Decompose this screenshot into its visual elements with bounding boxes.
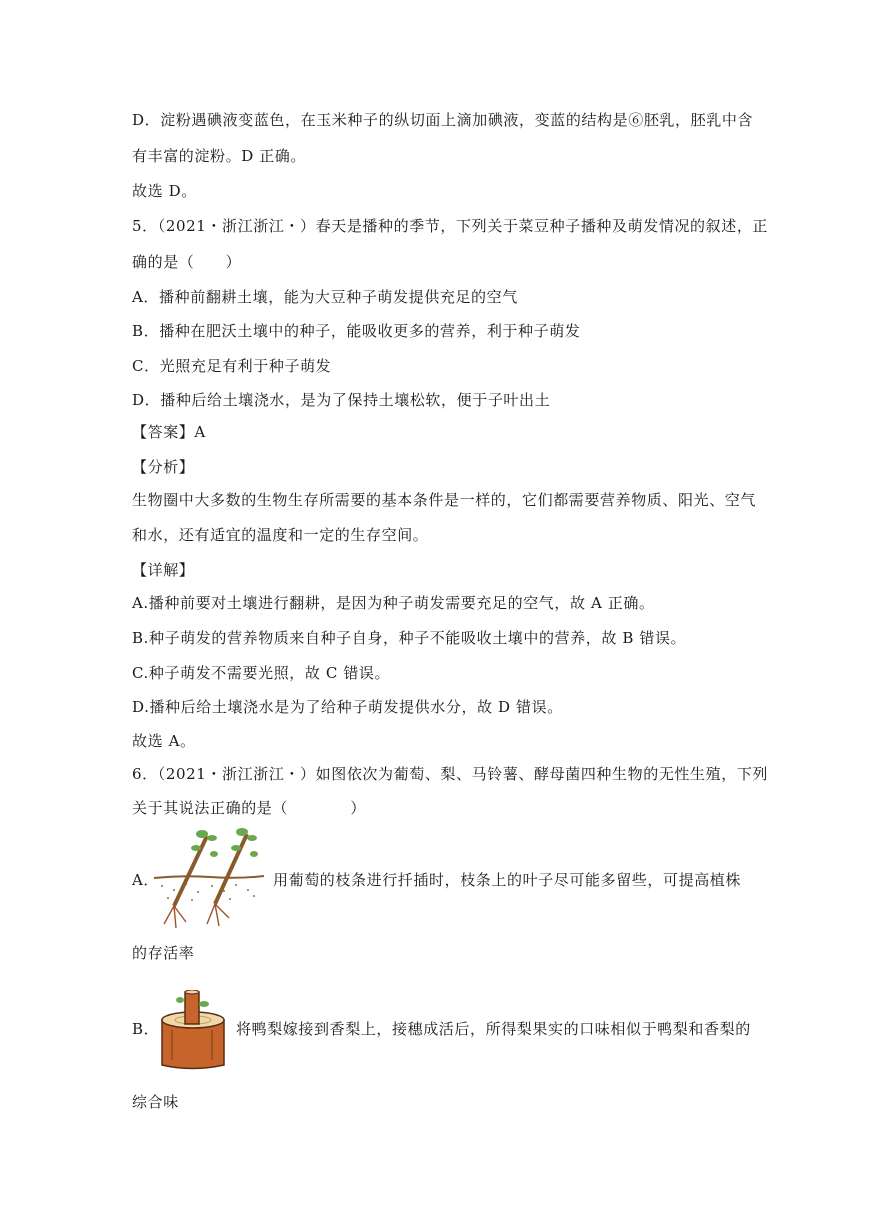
text-line: 故选 D。 <box>132 182 197 200</box>
option-6b-text: 将鸭梨嫁接到香梨上，接穗成活后，所得梨果实的口味相似于鸭梨和香梨的 <box>236 1020 751 1038</box>
question-6-stem-cont: 关于其说法正确的是（ ） <box>132 799 367 817</box>
detail-b: B.种子萌发的营养物质来自种子自身，种子不能吸收土壤中的营养，故 B 错误。 <box>132 629 687 647</box>
text-line: D．淀粉遇碘液变蓝色，在玉米种子的纵切面上滴加碘液，变蓝的结构是⑥胚乳，胚乳中含 <box>132 111 754 129</box>
option-6a-text: 用葡萄的枝条进行扦插时，枝条上的叶子尽可能多留些，可提高植株 <box>273 871 742 889</box>
detail-a: A.播种前要对土壤进行翻耕，是因为种子萌发需要充足的空气，故 A 正确。 <box>132 594 655 612</box>
conclusion: 故选 A。 <box>132 732 196 750</box>
answer-heading: 【答案】A <box>132 423 206 441</box>
pear-grafting-illustration <box>152 990 237 1072</box>
grape-cutting-illustration <box>152 826 267 936</box>
analysis-heading: 【分析】 <box>132 458 195 476</box>
option-6b-label: B． <box>132 1020 160 1038</box>
option-d: D．播种后给土壤浇水，是为了保持土壤松软，便于子叶出土 <box>132 391 551 409</box>
detail-heading: 【详解】 <box>132 561 195 579</box>
option-a: A．播种前翻耕土壤，能为大豆种子萌发提供充足的空气 <box>132 288 518 306</box>
analysis-text: 生物圈中大多数的生物生存所需要的基本条件是一样的，它们都需要营养物质、阳光、空气 <box>132 491 757 509</box>
detail-c: C.种子萌发不需要光照，故 C 错误。 <box>132 664 391 682</box>
question-5-stem-cont: 确的是（ ） <box>132 253 242 271</box>
option-6a-label: A． <box>132 871 160 889</box>
question-5-stem: 5．（2021・浙江浙江・）春天是播种的季节，下列关于菜豆种子播种及萌发情况的叙述，正 <box>132 217 769 235</box>
option-c: C．光照充足有利于种子萌发 <box>132 357 332 375</box>
text-line: 有丰富的淀粉。D 正确。 <box>132 147 306 165</box>
detail-d: D.播种后给土壤浇水是为了给种子萌发提供水分，故 D 错误。 <box>132 698 563 716</box>
option-6b-text-cont: 综合味 <box>132 1093 179 1111</box>
option-b: B．播种在肥沃土壤中的种子，能吸收更多的营养，利于种子萌发 <box>132 322 581 340</box>
analysis-text-cont: 和水，还有适宜的温度和一定的生存空间。 <box>132 526 429 544</box>
option-6a-text-cont: 的存活率 <box>132 944 195 962</box>
question-6-stem: 6．（2021・浙江浙江・）如图依次为葡萄、梨、马铃薯、酵母菌四种生物的无性生殖，下列 <box>132 765 769 783</box>
